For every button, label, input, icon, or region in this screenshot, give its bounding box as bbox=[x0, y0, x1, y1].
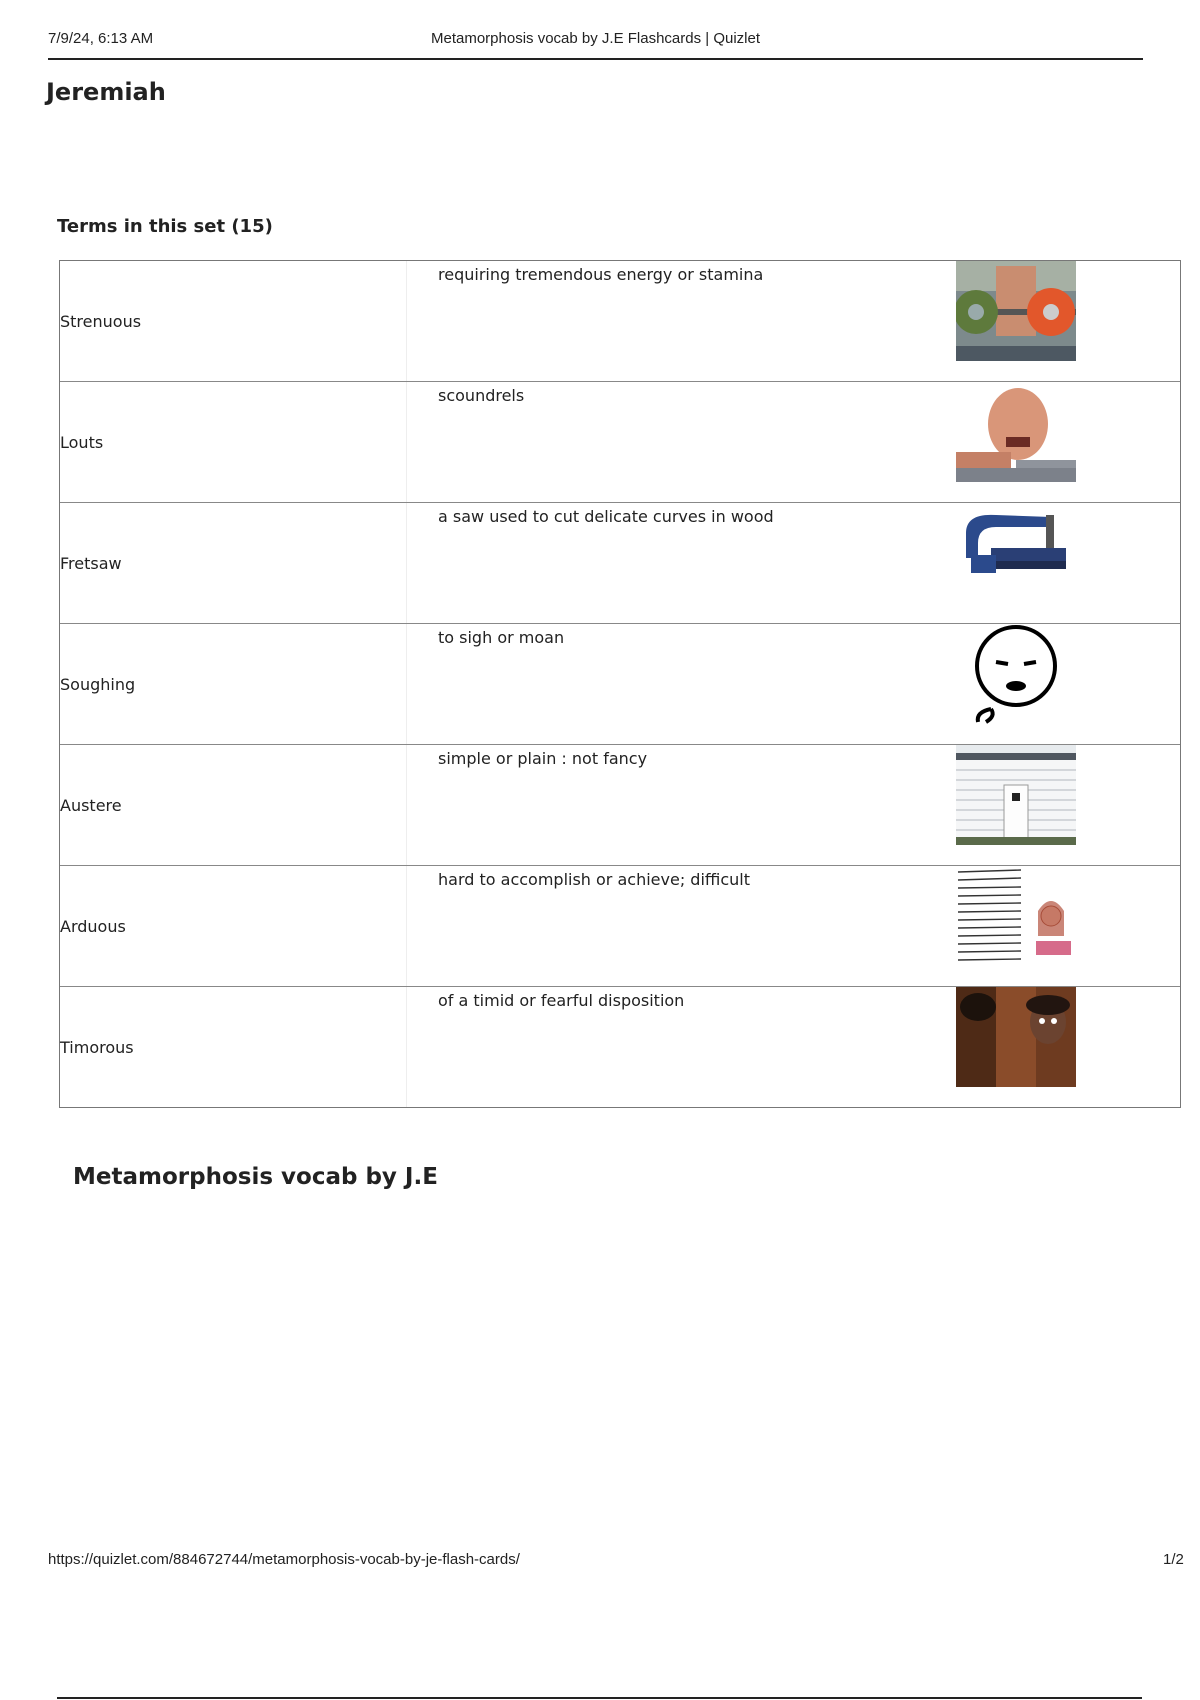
term-row bbox=[60, 261, 1180, 381]
print-date: 7/9/24, 6:13 AM bbox=[48, 30, 154, 47]
definition-text: of a timid or fearful disposition bbox=[438, 991, 685, 1010]
definition-text: simple or plain : not fancy bbox=[438, 749, 648, 768]
scroll-saw-image bbox=[956, 503, 1076, 603]
bottom-divider bbox=[57, 1697, 1142, 1699]
term-text: Strenuous bbox=[60, 261, 407, 381]
set-title: Metamorphosis vocab by J.E bbox=[73, 1164, 438, 1190]
term-row bbox=[60, 623, 1180, 744]
sighing-face-image bbox=[956, 624, 1076, 724]
term-text: Fretsaw bbox=[60, 503, 407, 623]
term-row bbox=[60, 986, 1180, 1107]
term-row bbox=[60, 744, 1180, 865]
term-text: Timorous bbox=[60, 987, 407, 1107]
term-text: Louts bbox=[60, 382, 407, 502]
print-page-number: 1/2 bbox=[1163, 1551, 1184, 1568]
term-text: Soughing bbox=[60, 624, 407, 744]
author-name: Jeremiah bbox=[46, 78, 166, 106]
paper-stack-image bbox=[956, 866, 1076, 966]
weightlifter-image bbox=[956, 261, 1076, 361]
print-page-title: Metamorphosis vocab by J.E Flashcards | Quizlet bbox=[430, 30, 761, 47]
term-row bbox=[60, 865, 1180, 986]
term-text: Austere bbox=[60, 745, 407, 865]
print-header bbox=[48, 28, 1143, 60]
terms-heading: Terms in this set (15) bbox=[57, 216, 273, 237]
term-text: Arduous bbox=[60, 866, 407, 986]
print-footer-url: https://quizlet.com/884672744/metamorphosis-vocab-by-je-flash-cards/ bbox=[48, 1551, 520, 1568]
plain-shed-image bbox=[956, 745, 1076, 845]
term-row bbox=[60, 381, 1180, 502]
term-row bbox=[60, 502, 1180, 623]
definition-text: requiring tremendous energy or stamina bbox=[438, 265, 764, 284]
angry-man-image bbox=[956, 382, 1076, 482]
definition-text: to sigh or moan bbox=[438, 628, 565, 647]
definition-text: a saw used to cut delicate curves in wood bbox=[438, 507, 774, 526]
terms-table bbox=[59, 260, 1181, 1108]
child-peeking-image bbox=[956, 987, 1076, 1087]
definition-text: scoundrels bbox=[438, 386, 525, 405]
definition-text: hard to accomplish or achieve; difficult bbox=[438, 870, 751, 889]
